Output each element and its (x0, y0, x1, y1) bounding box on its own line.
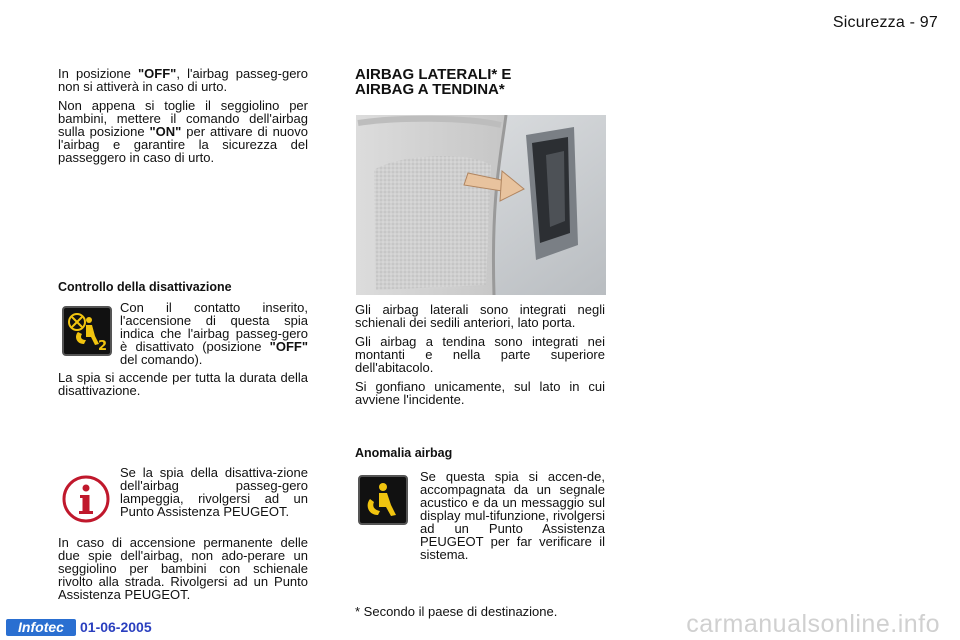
watermark: carmanualsonline.info (686, 610, 940, 638)
footer-date: 01-06-2005 (80, 619, 152, 635)
side-airbag-description: Gli airbag laterali sono integrati negli schienali dei sedili anteriori, lato porta. Gli airbag a tendina sono integrati nei montanti e nella parte superiore dell'abitacolo. Si gonfiano unicamente, sul lato in cui avviene l'incidente. (355, 302, 605, 407)
airbag-off-warning-icon (62, 306, 112, 356)
paragraph-duration: La spia si accende per tutta la durata della disattivazione. (58, 370, 308, 398)
fault-description: Se questa spia si accen-de, accompagnata da un segnale acustico e da un messaggio sul display mul-tifunzione, rivolgersi ad un Punto Assistenza PEUGEOT per far verificare il sistema. (420, 469, 605, 562)
paragraph-on-position: Non appena si toglie il seggiolino per bambini, mettere il comando dell'airbag sulla posizione "ON" per attivare di nuovo l'airbag e garantire la sicurezza del passeggero in caso di urto. (58, 98, 308, 165)
control-description: Con il contatto inserito, l'accensione di questa spia indica che l'airbag passeg-gero è disattivato (posizione "OFF" del comando). (120, 300, 308, 367)
paragraph-flashing: Se la spia della disattiva-zione dell'airbag passeg-gero lampeggia, rivolgersi ad un Punto Assistenza PEUGEOT. (120, 465, 308, 519)
left-column (58, 67, 308, 170)
control-heading: Controllo della disattivazione (58, 280, 232, 294)
paragraph-permanent: In caso di accensione permanente delle due spie dell'airbag, non ado-perare un seggiolino per bambini con schienale rivolto alla strada. Rivolgersi ad un Punto Assistenza PEUGEOT. (58, 535, 308, 602)
airbag-fault-warning-icon (358, 475, 408, 525)
info-icon (60, 473, 112, 525)
fault-heading: Anomalia airbag (355, 446, 453, 460)
airbag-off-badge: 2 (98, 339, 108, 354)
page-title: Sicurezza - 97 (832, 14, 938, 31)
paragraph-off-position: In posizione "OFF", l'airbag passeg-gero non si attiverà in caso di urto. (58, 66, 308, 94)
infotec-logo: Infotec (6, 619, 76, 636)
section-title: AIRBAG LATERALI* E AIRBAG A TENDINA* (355, 66, 512, 98)
seat-side-airbag-photo (356, 115, 606, 295)
footnote: * Secondo il paese di destinazione. (355, 604, 558, 619)
